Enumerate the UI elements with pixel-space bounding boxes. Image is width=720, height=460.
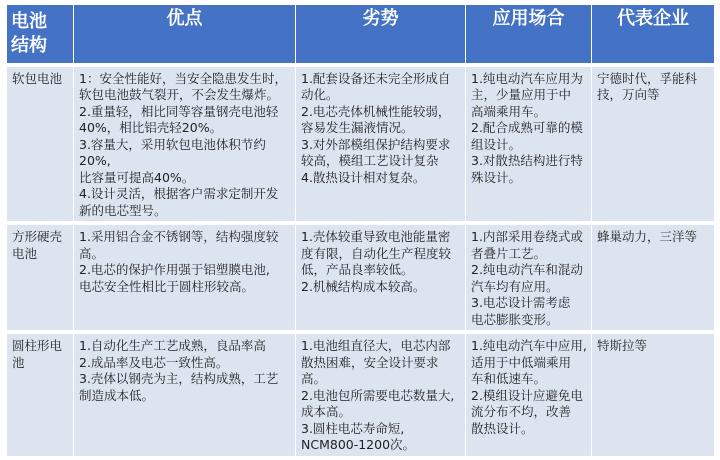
cell-line: 宁德时代，孚能科 [597,70,698,86]
cell-line: 圆柱形电 [12,338,63,353]
cell-line: 主，少量应用于中 [471,87,572,102]
cell-line: 2.成品率及电芯一致性高。 [79,354,229,370]
cell-applications [466,332,592,458]
header-advantages: 优点 [74,5,296,65]
battery-comparison-table [6,4,715,460]
cell-line: 技，万向等 [597,87,660,102]
cell-line: 40%，相比铝壳轻20%。 [79,120,223,135]
cell-applications [466,223,592,332]
cell-line: 容易发生漏液情况。 [301,120,414,135]
cell-structure [7,332,74,458]
cell-advantages [74,223,296,332]
cell-line: 1.壳体较重导致电池能量密 [301,229,451,244]
cell-line: 软包电池鼓气裂开，不会发生爆炸。 [79,87,280,102]
cell-advantages [74,65,296,224]
cell-line: 2.电池包所需要电芯数量大, [301,387,455,403]
cell-advantages [74,332,296,458]
cell-line: 2.模组设计应避免电 [471,387,583,403]
cell-line: 特斯拉等 [597,338,648,353]
cell-line: 1.纯电动汽车应用为 [471,70,583,86]
cell-line: 制造成本低。 [79,387,155,403]
header-structure-line: 电池 [11,10,47,32]
cell-line: 1.电池组直径大，电芯内部 [301,338,451,353]
cell-line: 电芯安全性相比于圆柱形较高。 [79,278,255,294]
cell-line: 成本高。 [301,404,352,419]
cell-line: 1.采用铝合金不锈钢等，结构强度较 [79,229,279,244]
cell-companies [592,223,715,332]
cell-line: 1.自动化生产工艺成熟，良品率高 [79,338,266,353]
cell-line: 低，产品良率较低。 [301,262,414,277]
cell-line: 度有限，自动化生产程度较 [301,245,452,261]
cell-line: 电芯膨胀变形。 [471,311,559,327]
cell-companies [592,332,715,458]
cell-line: 散热设计。 [471,420,534,436]
cell-line: 3.壳体以钢壳为主，结构成熟，工艺 [79,371,279,386]
cell-line: 1.内部采用卷绕式或 [471,229,583,244]
cell-line: 3.容量大，采用软包电池体积节约20%, [79,136,266,168]
header-structure-line: 结构 [11,34,47,56]
cell-line: 者叠片工艺。 [471,245,547,261]
cell-line: NCM800-1200次。 [301,437,416,452]
cell-line: 2.配合成熟可靠的模 [471,120,583,135]
cell-line: 殊设计。 [471,169,522,185]
cell-line: 4.散热设计相对复杂。 [301,169,426,185]
cell-line: 1：安全性能好，当安全隐患发生时， [79,70,287,86]
cell-line: 车和低速车。 [471,371,547,386]
cell-line: 2.电芯壳体机械性能较弱， [301,103,451,119]
cell-line: 3.对外部模组保护结构要求 [301,136,451,152]
cell-line: 3.电芯设计需考虑 [471,295,571,310]
cell-line: 1.配套设备还未完全形成自 [301,70,451,86]
cell-disadvantages [296,332,466,458]
table-row [7,332,715,458]
table-row [7,65,715,224]
cell-line: 蜂巢动力，三洋等 [597,229,698,244]
cell-line: 2.电芯的保护作用强于铝塑膜电池, [79,262,270,277]
header-structure [7,5,74,65]
cell-line: 电池 [12,245,38,261]
cell-line: 汽车均有应用。 [471,278,559,294]
table-row [7,223,715,332]
cell-line: 流分布不均，改善 [471,404,572,419]
cell-structure [7,223,74,332]
header-disadvantages: 劣势 [296,5,466,65]
cell-line: 高端乘用车。 [471,103,547,119]
header-companies: 代表企业 [592,5,715,65]
cell-line: 软包电池 [12,70,63,86]
header-applications: 应用场合 [466,5,592,65]
cell-disadvantages [296,65,466,224]
cell-line: 池 [12,354,25,370]
header-row [7,5,715,65]
cell-line: 4.设计灵活，根据客户需求定制开发 [79,186,279,201]
cell-disadvantages [296,223,466,332]
cell-line: 较高，模组工艺设计复杂 [301,153,439,168]
cell-line: 2.纯电动汽车和混动 [471,262,583,277]
cell-line: 新的电芯型号。 [79,202,167,218]
cell-line: 3.圆柱电芯寿命短, [301,420,405,436]
cell-line: 动化。 [301,87,339,102]
cell-line: 2.重量轻，相比同等容量钢壳电池轻 [79,103,279,119]
cell-companies [592,65,715,224]
cell-line: 比容量可提高40%。 [79,169,195,185]
cell-line: 2.机械结构成本较高。 [301,278,426,294]
cell-line: 高。 [79,245,105,261]
cell-line: 3.对散热结构进行特 [471,153,583,168]
cell-structure [7,65,74,224]
cell-line: 方形硬壳 [12,229,63,244]
cell-line: 散热困难，安全设计要求高。 [301,354,439,386]
cell-applications [466,65,592,224]
cell-line: 组设计。 [471,136,522,152]
cell-line: 1.纯电动汽车中应用, [471,338,587,353]
cell-line: 适用于中低端乘用 [471,354,572,370]
